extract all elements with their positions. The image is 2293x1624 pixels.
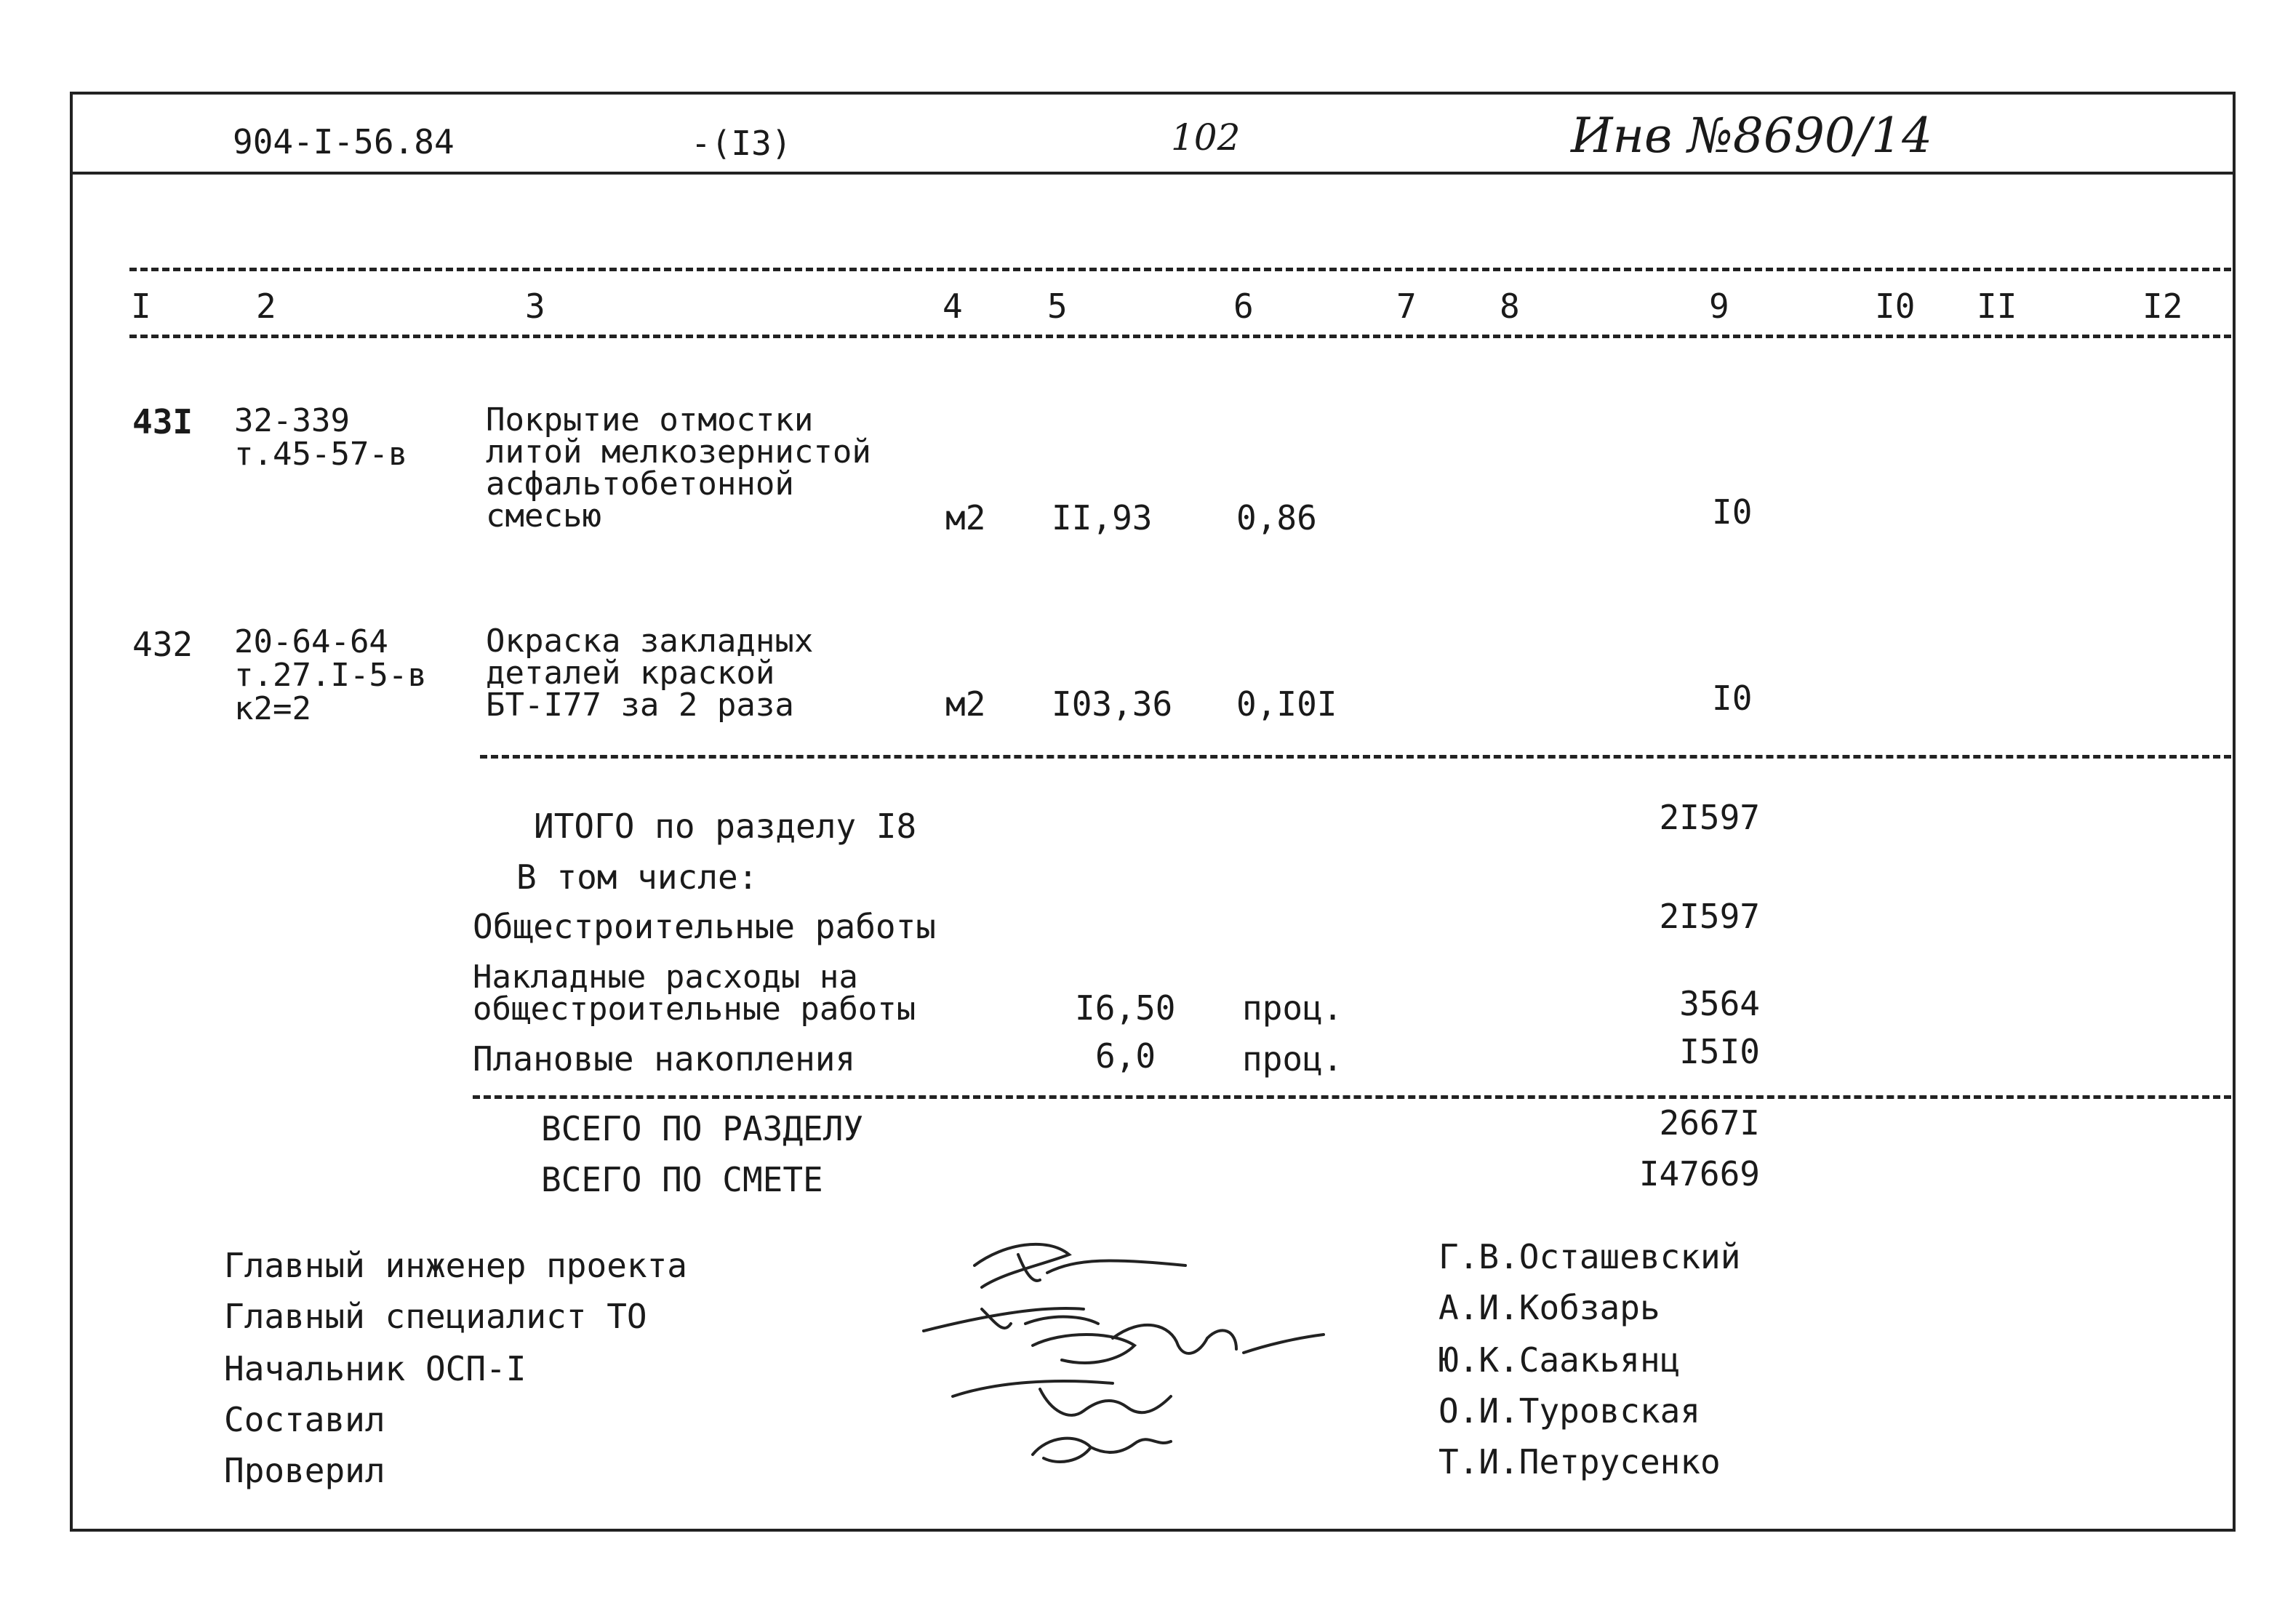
row-number: 432: [132, 625, 193, 664]
itogo-label: ИТОГО по разделу I8: [534, 807, 917, 846]
handwritten-signatures: [895, 1215, 1345, 1505]
name-petrusenko: Т.И.Петрусенко: [1438, 1442, 1721, 1481]
work-description: Покрытие отмостки литой мелкозернистой асфальтобетонной смесью: [486, 401, 871, 535]
unit: м2: [945, 498, 986, 537]
total-cost: I0: [1712, 679, 1753, 718]
nakl-unit: проц.: [1242, 988, 1343, 1028]
col-num-9: 9: [1709, 287, 1729, 326]
col-num-4: 4: [943, 287, 963, 326]
inventory-number: Инв №8690/14: [1571, 108, 1933, 164]
unit-price: 0,86: [1236, 498, 1317, 537]
v-tom-chisle-label: В том числе:: [516, 857, 759, 897]
col-num-1: I: [131, 287, 151, 326]
plan-unit: проц.: [1242, 1039, 1343, 1079]
role-checked-by: Проверил: [224, 1451, 385, 1490]
col-num-7: 7: [1396, 287, 1417, 326]
sheet-number: -(I3): [691, 124, 792, 163]
rows-separator: [480, 755, 2231, 759]
plan-value: I5I0: [1679, 1032, 1760, 1071]
vsego-razdel-value: 2667I: [1659, 1103, 1760, 1143]
col-num-10: I0: [1875, 287, 1916, 326]
name-kobzar: А.И.Кобзарь: [1438, 1288, 1660, 1327]
name-turovskaya: О.И.Туровская: [1438, 1391, 1701, 1431]
col-num-6: 6: [1233, 287, 1254, 326]
nakl-value: 3564: [1679, 984, 1760, 1023]
name-ostashevsky: Г.В.Осташевский: [1438, 1237, 1741, 1276]
col-num-12: I2: [2142, 287, 2183, 326]
col-num-3: 3: [525, 287, 545, 326]
col-num-8: 8: [1500, 287, 1520, 326]
quantity: II,93: [1052, 498, 1153, 537]
plan-label: Плановые накопления: [473, 1039, 856, 1079]
obsh-value: 2I597: [1659, 897, 1760, 936]
quantity: I03,36: [1052, 684, 1173, 724]
itogo-value: 2I597: [1659, 798, 1760, 837]
name-saakyants: Ю.К.Саакьянц: [1438, 1340, 1681, 1380]
column-strip-bottom: [129, 335, 2231, 338]
plan-rate: 6,0: [1095, 1036, 1156, 1076]
header-rule: [70, 172, 2236, 175]
work-description: Окраска закладных деталей краской БТ-I77 за 2 раза: [486, 623, 814, 724]
summary-separator: [473, 1095, 2231, 1099]
nakl-rate: I6,50: [1075, 988, 1176, 1028]
unit: м2: [945, 684, 986, 724]
col-num-2: 2: [256, 287, 276, 326]
role-chief-specialist: Главный специалист ТО: [224, 1297, 647, 1336]
column-strip-top: [129, 268, 2231, 271]
vsego-razdel-label: ВСЕГО ПО РАЗДЕЛУ: [541, 1109, 864, 1148]
page-number: 102: [1171, 116, 1241, 159]
col-num-11: II: [1977, 287, 2017, 326]
unit-price: 0,I0I: [1236, 684, 1337, 724]
vsego-smeta-value: I47669: [1638, 1154, 1760, 1193]
vsego-smeta-label: ВСЕГО ПО СМЕТЕ: [541, 1160, 823, 1199]
nakl-label: Накладные расходы на общестроительные работы: [473, 959, 916, 1028]
role-chief-engineer: Главный инженер проекта: [224, 1246, 687, 1285]
obsh-label: Общестроительные работы: [473, 907, 936, 946]
row-number: 43I: [132, 402, 193, 441]
role-compiled-by: Составил: [224, 1400, 385, 1439]
col-num-5: 5: [1047, 287, 1068, 326]
total-cost: I0: [1712, 492, 1753, 532]
norm-code: 32-339 т.45-57-в: [234, 402, 408, 473]
norm-code: 20-64-64 т.27.I-5-в к2=2: [234, 623, 427, 727]
document-code: 904-I-56.84: [233, 122, 455, 161]
role-department-head: Начальник ОСП-I: [224, 1349, 527, 1388]
